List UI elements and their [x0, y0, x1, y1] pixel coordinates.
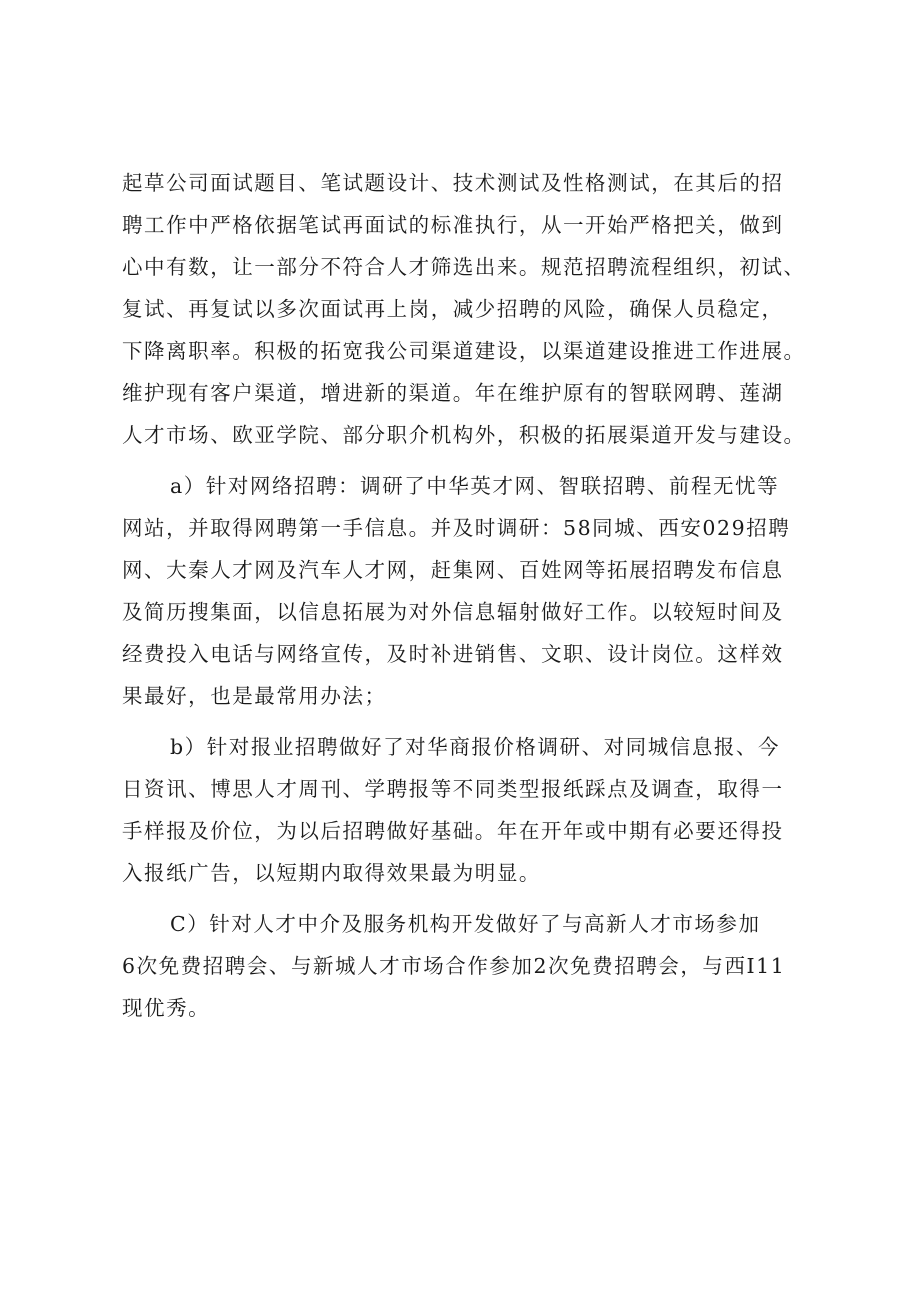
paragraph-item-b — [122, 726, 822, 894]
paragraph-item-c — [122, 903, 822, 1029]
text-line: 网、大秦人才网及汽车人才网，赶集网、百姓网等拓展招聘发布信息 — [122, 558, 784, 582]
text-line: 经费投入电话与网络宣传，及时补进销售、文职、设计岗位。这样效 — [122, 642, 784, 666]
text-line: 起草公司面试题目、笔试题设计、技术测试及性格测试，在其后的招 — [122, 171, 784, 195]
text-line: a）针对网络招聘：调研了中华英才网、智联招聘、前程无忧等 — [170, 474, 780, 498]
text-line: 网站，并取得网聘第一手信息。并及时调研：58同城、西安029招聘 — [122, 516, 791, 540]
paragraph-gap — [122, 717, 822, 726]
paragraph-item-a — [122, 465, 822, 717]
paragraph-gap — [122, 894, 822, 903]
text-line: 复试、再复试以多次面试再上岗，减少招聘的风险，确保人员稳定， — [122, 297, 784, 321]
text-line: 入报纸广告，以短期内取得效果最为明显。 — [122, 861, 541, 885]
document-body — [122, 162, 822, 1029]
text-line: 日资讯、博思人才周刊、学聘报等不同类型报纸踩点及调查，取得一 — [122, 777, 784, 801]
paragraph-intro — [122, 162, 822, 456]
text-line: 聘工作中严格依据笔试再面试的标准执行，从一开始严格把关，做到 — [122, 213, 784, 237]
text-line: 维护现有客户渠道，增进新的渠道。年在维护原有的智联网聘、莲湖 — [122, 381, 784, 405]
text-line: 6次免费招聘会、与新城人才市场合作参加2次免费招聘会，与西I11 — [122, 954, 786, 978]
paragraph-gap — [122, 456, 822, 465]
text-line: C）针对人才中介及服务机构开发做好了与高新人才市场参加 — [170, 912, 761, 936]
text-line: 心中有数，让一部分不符合人才筛选出来。规范招聘流程组织，初试、 — [122, 255, 806, 279]
text-line: 果最好，也是最常用办法； — [122, 684, 387, 708]
text-line: 手样报及价位，为以后招聘做好基础。年在开年或中期有必要还得投 — [122, 819, 784, 843]
text-line: 人才市场、欧亚学院、部分职介机构外，积极的拓展渠道开发与建设。 — [122, 423, 806, 447]
text-line: 下降离职率。积极的拓宽我公司渠道建设，以渠道建设推进工作进展。 — [122, 339, 806, 363]
text-line: 及简历搜集面，以信息拓展为对外信息辐射做好工作。以较短时间及 — [122, 600, 784, 624]
text-line: b）针对报业招聘做好了对华商报价格调研、对同城信息报、今 — [170, 735, 781, 759]
text-line: 现优秀。 — [122, 996, 211, 1020]
